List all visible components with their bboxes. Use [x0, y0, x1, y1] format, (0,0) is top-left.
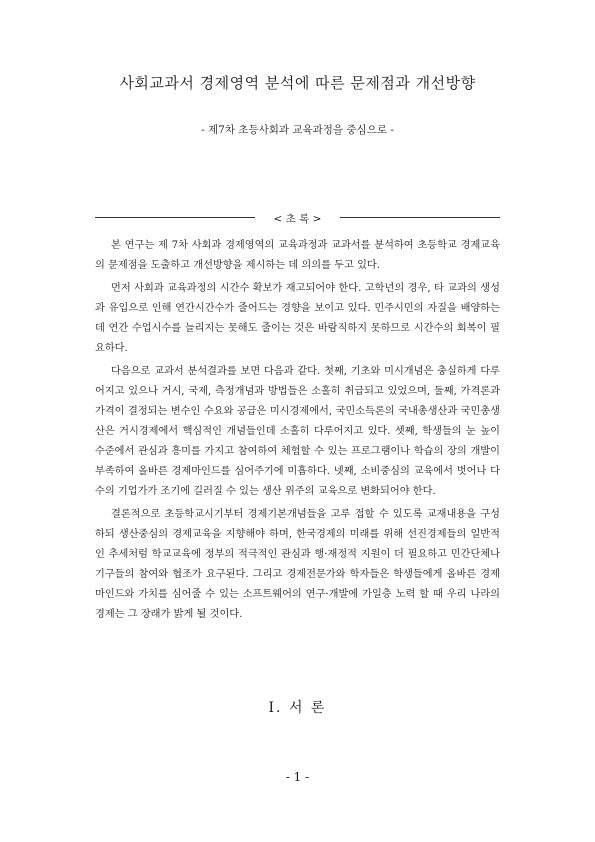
- abstract-paragraph: 본 연구는 제 7차 사회과 경제영역의 교육과정과 교과서를 분석하여 초등학교 경제교육의 문제점을 도출하고 개선방향을 제시하는 데 의의를 두고 있다.: [95, 240, 500, 271]
- abstract-label: < 초 록 >: [273, 213, 322, 225]
- abstract-body: [95, 236, 500, 628]
- abstract-rule-right: [340, 217, 500, 218]
- page-number: - 1 -: [285, 770, 310, 784]
- abstract-rule-left: [95, 217, 255, 218]
- abstract-paragraph: 다음으로 교과서 분석결과를 보면 다음과 같다. 첫째, 기초와 미시개념은 충실하게 다루어지고 있으나 거시, 국제, 측정개념과 방법들은 소홀히 취급되고 있었으며, 둘째, 가격론과 가격이 결정되는 변수인 수요와 공급은 미시경제에서, 국민소득론의 국내총생산과 국민총생산은 거시경제에서 핵심적인 개념들인데 소홀히 다루어지고 있다. 셋째, 학생들의 눈 높이 수준에서 관심과 흥미를 가지고 참여하여 체험할 수 있는 프로그램이나 학습의 장의 개발이 부족하여 올바른 경제마인드를 심어주기에 미흡하다. 넷째, 소비중심의 교육에서 벗어나 다수의 기업가가 조기에 길러질 수 있는 생산 위주의 교육으로 변화되어야 한다.: [95, 366, 500, 497]
- paper-title: 사회교과서 경제영역 분석에 따른 문제점과 개선방향: [119, 74, 476, 92]
- abstract-paragraph: 먼저 사회과 교육과정의 시간수 확보가 재고되어야 한다. 고학년의 경우, 타 교과의 생성과 유입으로 인해 연간시간수가 줄어드는 경향을 보이고 있다. 민주시민의 자질을 배양하는데 연간 수업시수를 늘리지는 못해도 줄이는 것은 바람직하지 못하므로 시간수의 회복이 필요하다.: [95, 283, 500, 354]
- paper-subtitle: - 제7차 초등사회과 교육과정을 중심으로 -: [201, 124, 394, 136]
- section-heading-introduction: Ⅰ. 서 론: [268, 700, 327, 716]
- abstract-paragraph: 결론적으로 초등학교시기부터 경제기본개념들을 고루 접할 수 있도록 교재내용을 구성하되 생산중심의 경제교육을 지향해야 하며, 한국경제의 미래를 위해 선진경제들의 일반적인 추세처럼 학교교육에 정부의 적극적인 관심과 행·재정적 지원이 더 필요하고 민간단체나 기구들의 참여와 협조가 요구된다. 그리고 경제전문가와 학자들은 학생들에게 올바른 경제마인드와 가치를 심어줄 수 있는 소프트웨어의 연구·개발에 가일층 노력 할 때 우리 나라의 경제는 그 장래가 밝게 될 것이다.: [95, 509, 500, 620]
- abstract-header: [95, 212, 500, 223]
